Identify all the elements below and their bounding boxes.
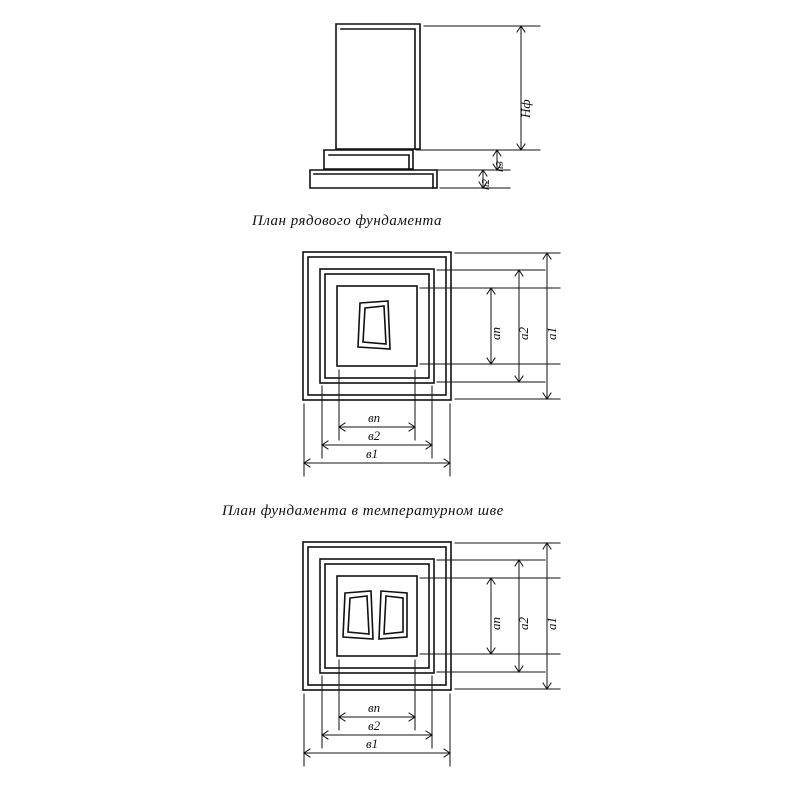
dim-label-h3: h3 (494, 161, 506, 172)
dim-label-bp-joint: вп (368, 700, 381, 715)
dim-label-b2-ordinary: в2 (368, 428, 381, 443)
elevation-view (310, 24, 437, 188)
dim-label-a2-joint: а2 (516, 617, 531, 630)
dim-label-b2-joint: в2 (368, 718, 381, 733)
dim-label-ap-joint: ап (488, 617, 503, 630)
plan-joint-view (303, 542, 451, 690)
dim-label-a2-ordinary: а2 (516, 327, 531, 340)
plan-ordinary-view (303, 252, 451, 400)
dim-label-h2: h2 (480, 179, 492, 190)
caption-plan-joint: План фундамента в температурном шве (222, 503, 504, 519)
dim-label-bp-ordinary: вп (368, 410, 381, 425)
dim-label-a1-joint: а1 (544, 617, 559, 630)
dim-label-a1-ordinary: а1 (544, 327, 559, 340)
dim-label-b1-joint: в1 (366, 736, 379, 751)
dim-label-hf: Нф (518, 99, 533, 118)
dim-label-b1-ordinary: в1 (366, 446, 379, 461)
dim-label-ap-ordinary: ап (488, 327, 503, 340)
caption-plan-ordinary: План рядового фундамента (252, 213, 443, 229)
